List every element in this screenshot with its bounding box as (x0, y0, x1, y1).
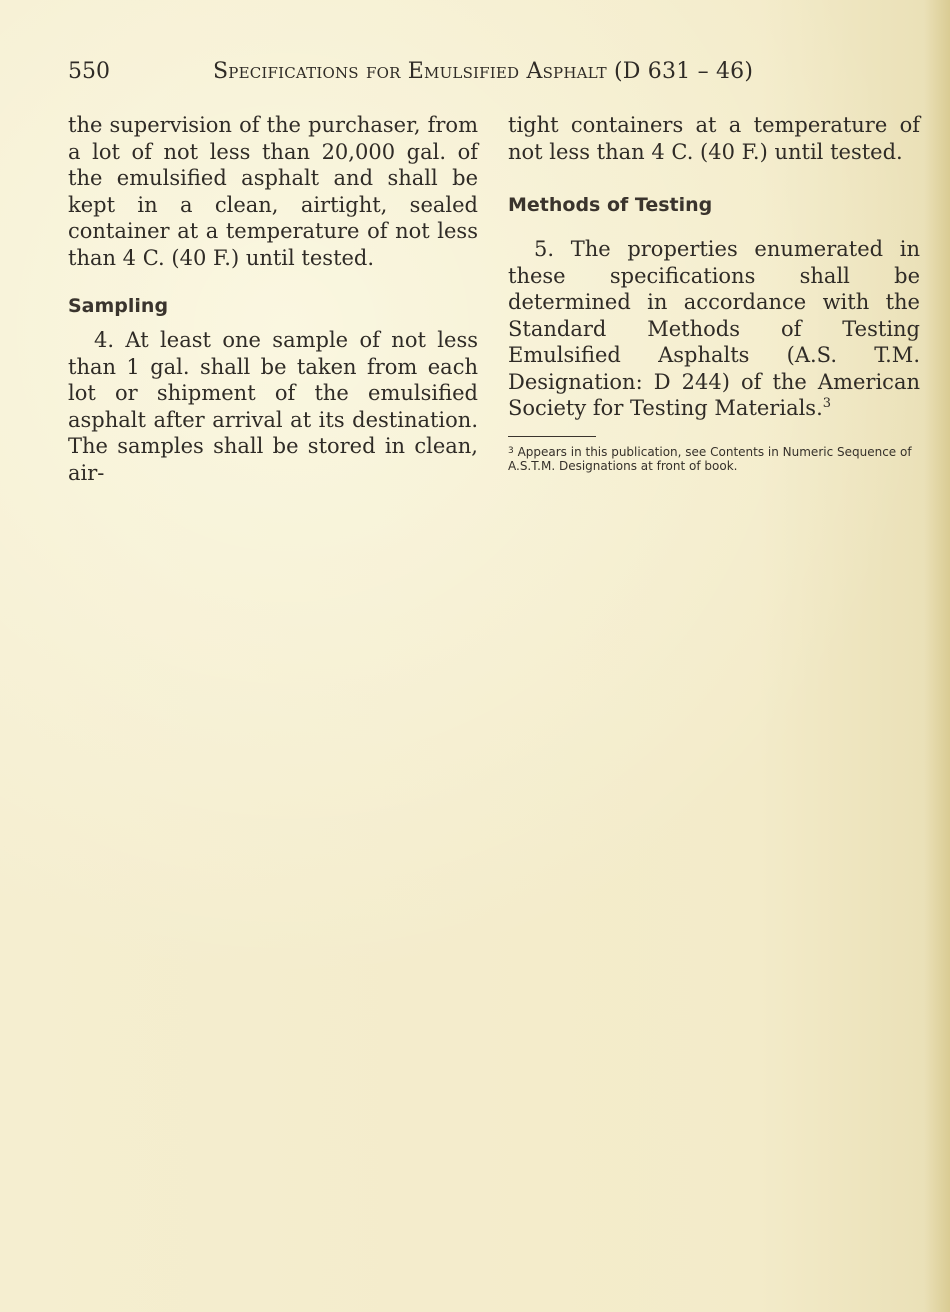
right-column (508, 112, 920, 473)
continued-paragraph: the supervision of the purchaser, from a lot of not less than 20,000 gal. of the emulsified asphalt and shall be kept in a clean, airtight, sealed container at a temperature of not less than 4 C. (40 F.) until tested. (68, 113, 478, 270)
page-edge-shadow (924, 0, 950, 1312)
left-column (68, 112, 478, 486)
continued-paragraph-right: tight containers at a temperature of not less than 4 C. (40 F.) until tested. (508, 113, 920, 164)
page-header (68, 56, 808, 88)
section-5-text: 5. The properties enumerated in these specifications shall be determined in accordance with the Standard Methods of Testing Emulsified Asphalts (A.S. T.M. Designation: D 244) of the American Society for Testing Materials. (508, 237, 920, 420)
footnote-marker: 3 (822, 396, 832, 411)
page-number: 550 (68, 59, 110, 84)
footnote (508, 445, 920, 473)
sampling-heading: Sampling (68, 295, 169, 317)
footnote-text: Appears in this publication, see Contents in Numeric Sequence of A.S.T.M. Designations at front of book. (508, 444, 912, 473)
running-title: Specifications for Emulsified Asphalt (D 631 – 46) (213, 59, 754, 84)
footnote-rule (508, 436, 596, 437)
footnote-number: 3 (508, 445, 514, 456)
section-4-paragraph: 4. At least one sample of not less than 1 gal. shall be taken from each lot or shipment of the emulsified asphalt after arrival at its destination. The samples shall be stored in clean, air- (68, 328, 478, 485)
section-5-paragraph (508, 236, 920, 422)
methods-of-testing-heading: Methods of Testing (508, 194, 713, 216)
